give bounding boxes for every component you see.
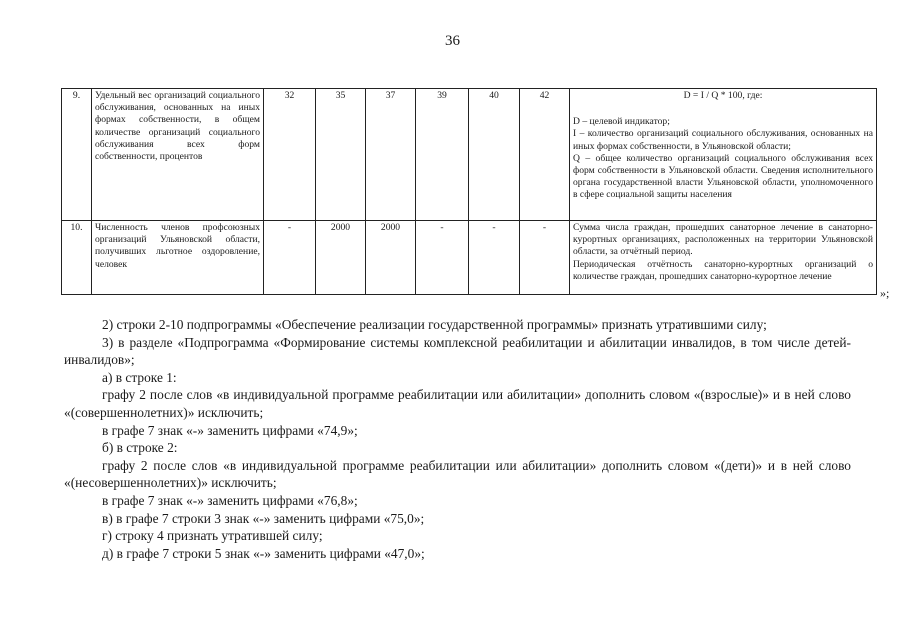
paragraph: 2) строки 2-10 подпрограммы «Обеспечение реализации государственной программы» признать утратившими силу; (102, 317, 767, 332)
indicators-table (61, 88, 877, 295)
indicator-name: Численность членов профсоюзных организаций Ульяновской области, получивших льготное оздоровление, человек (92, 221, 264, 295)
amendment-text (64, 316, 851, 562)
indicator-value: - (469, 221, 520, 295)
row-number: 10. (62, 221, 92, 295)
method-line: D – целевой индикатор; (573, 116, 670, 128)
indicator-method (570, 221, 877, 295)
indicator-value: 32 (264, 89, 316, 221)
paragraph: д) в графе 7 строки 5 знак «-» заменить цифрами «47,0»; (102, 545, 425, 561)
paragraph: в графе 7 знак «-» заменить цифрами «74,9»; (102, 422, 358, 438)
indicator-value: 37 (366, 89, 416, 221)
indicator-value: 2000 (316, 221, 366, 295)
paragraph: в графе 7 знак «-» заменить цифрами «76,8»; (102, 492, 358, 508)
indicator-value: 35 (316, 89, 366, 221)
paragraph: в) в графе 7 строки 3 знак «-» заменить цифрами «75,0»; (102, 510, 425, 526)
indicator-value: - (520, 221, 570, 295)
indicator-value: 40 (469, 89, 520, 221)
table-row (62, 221, 877, 295)
indicator-value: 39 (416, 89, 469, 221)
formula: D = I / Q * 100, где: (683, 90, 763, 101)
indicator-value: - (264, 221, 316, 295)
method-line: Периодическая отчётность санаторно-курортных организаций о количестве граждан, прошедших санаторно-курортное лечение (573, 258, 873, 282)
paragraph: б) в строке 2: (102, 440, 178, 456)
paragraph: графу 2 после слов «в индивидуальной программе реабилитации или абилитации» дополнить словом «(взрослые)» и в ней слово «(совершеннолетних)» исключить; (64, 387, 851, 420)
indicator-value: - (416, 221, 469, 295)
paragraph: а) в строке 1: (102, 369, 177, 385)
indicator-value: 2000 (366, 221, 416, 295)
method-line: I – количество организаций социального обслуживания, основанных на иных формах собственности, в Ульяновской области; (573, 128, 873, 152)
table-row (62, 89, 877, 221)
row-number: 9. (62, 89, 92, 221)
method-line: Q – общее количество организаций социального обслуживания всех форм собственности в Ульяновской области. Сведения исполнительного органа государственной власти Ульяновской области, уполномоченного в сфере социальной защиты населения (573, 152, 873, 201)
paragraph: графу 2 после слов «в индивидуальной программе реабилитации или абилитации» дополнить словом «(дети)» и в ней слово «(несовершеннолетних)» исключить; (64, 457, 851, 491)
closing-quote-mark: »; (880, 286, 890, 300)
paragraph: 3) в разделе «Подпрограмма «Формирование системы комплексной реабилитации и абилитации инвалидов, в том числе детей-инвалидов»; (64, 334, 851, 368)
method-line: Сумма числа граждан, прошедших санаторное лечение в санаторно-курортных организациях, расположенных на территории Ульяновской области, за отчётный период. (573, 222, 873, 258)
paragraph: г) строку 4 признать утратившей силу; (102, 528, 323, 544)
indicator-name: Удельный вес организаций социального обслуживания, основанных на иных формах собственности, в общем количестве организаций социального обслуживания всех форм собственности, процентов (92, 89, 264, 221)
indicator-method (570, 89, 877, 221)
indicator-value: 42 (520, 89, 570, 221)
page-number: 36 (445, 33, 460, 49)
